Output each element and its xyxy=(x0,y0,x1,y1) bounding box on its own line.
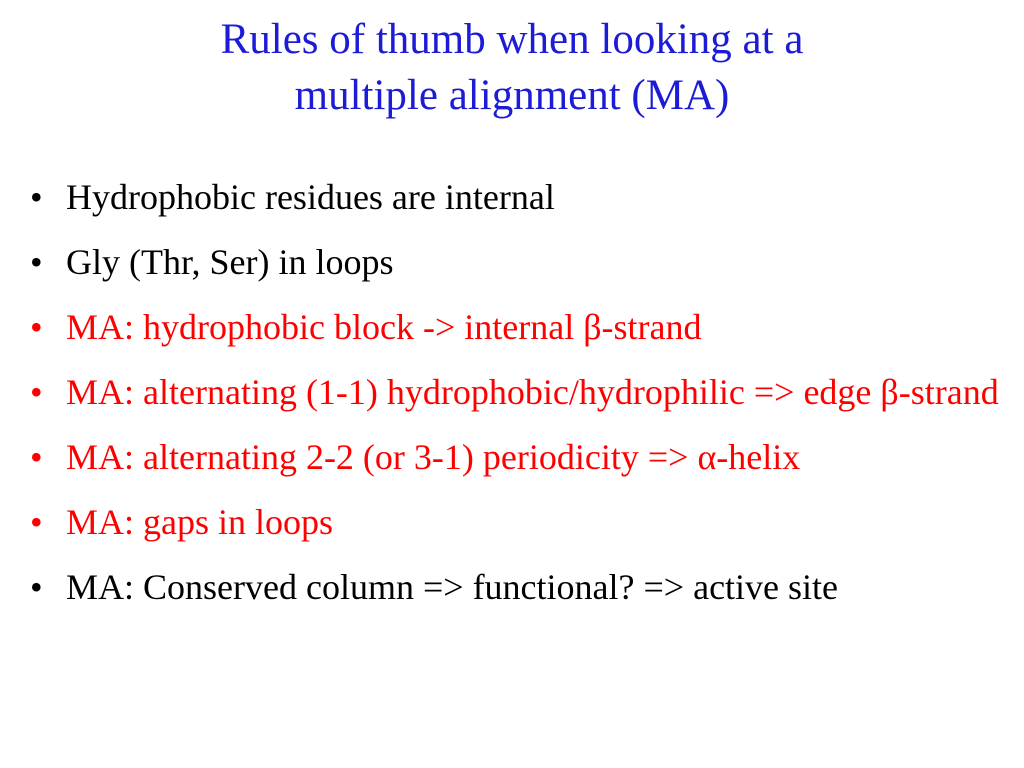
title-line-2: multiple alignment (MA) xyxy=(294,72,730,119)
bullet-item xyxy=(28,430,1008,484)
bullet-text: Gly (Thr, Ser) in loops xyxy=(66,242,394,282)
title-line-1: Rules of thumb when looking at a xyxy=(220,16,804,63)
bullet-dot: • xyxy=(30,242,43,282)
bullet-text: MA: alternating 2-2 (or 3-1) periodicity => α-helix xyxy=(66,437,801,477)
bullet-dot: • xyxy=(30,502,43,542)
bullet-text: MA: hydrophobic block -> internal β-strand xyxy=(66,307,702,347)
bullet-dot: • xyxy=(30,307,43,347)
bullet-text: MA: Conserved column => functional? => active site xyxy=(66,567,839,607)
bullet-text: MA: gaps in loops xyxy=(66,502,334,542)
slide-title xyxy=(0,12,1024,124)
bullet-dot: • xyxy=(30,177,43,217)
bullet-text: Hydrophobic residues are internal xyxy=(66,177,555,217)
bullet-item xyxy=(28,235,1008,289)
bullet-list xyxy=(28,170,1008,625)
bullet-item xyxy=(28,365,1008,419)
bullet-dot: • xyxy=(30,567,43,607)
bullet-item xyxy=(28,495,1008,549)
bullet-text: MA: alternating (1-1) hydrophobic/hydrophilic => edge β-strand xyxy=(66,372,999,412)
bullet-item xyxy=(28,170,1008,224)
bullet-item xyxy=(28,560,1008,614)
bullet-item xyxy=(28,300,1008,354)
bullet-dot: • xyxy=(30,372,43,412)
bullet-dot: • xyxy=(30,437,43,477)
